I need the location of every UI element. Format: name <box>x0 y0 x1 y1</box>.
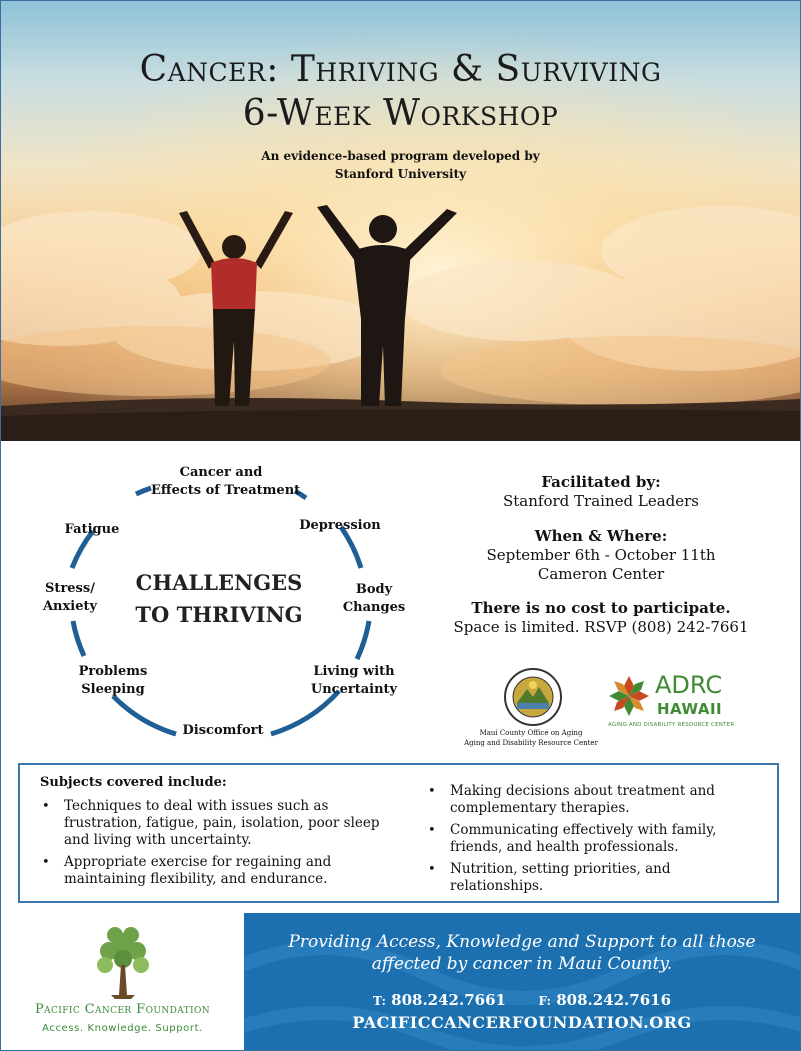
maui-line1: Maui County Office on Aging <box>479 729 583 737</box>
maui-county-seal-icon <box>503 667 563 727</box>
subtitle-line-2: Stanford University <box>334 167 467 181</box>
footer-banner <box>244 913 800 1050</box>
list-item: • Techniques to deal with issues such as frustration, fatigue, pain, isolation, poor sleep and living with uncertainty. <box>38 798 393 849</box>
list-item: • Communicating effectively with family, friends, and health professionals. <box>424 822 764 856</box>
pcf-name: Pacific Cancer Foundation <box>34 1002 211 1017</box>
title-line-2: 6-Week Workshop <box>242 93 559 134</box>
cycle-item-line2: Uncertainty <box>310 682 398 697</box>
cycle-item-line1: Body <box>355 582 393 597</box>
cycle-item-line2: Effects of Treatment <box>151 483 301 498</box>
cycle-item-line1: Cancer and <box>179 465 263 480</box>
subjects-box <box>18 763 779 903</box>
facilitated-value: Stanford Trained Leaders <box>503 492 699 510</box>
adrc-logo-icon <box>608 674 650 718</box>
adrc-name: ADRC <box>655 671 723 699</box>
cycle-item-discomfort <box>173 722 273 740</box>
cycle-center-title <box>119 567 319 631</box>
cycle-item-fatigue <box>57 521 127 539</box>
phone-label: T: <box>372 994 386 1008</box>
cycle-item-line1: Depression <box>299 518 381 533</box>
rsvp-text: Space is limited. RSVP (808) 242-7661 <box>453 618 749 636</box>
dates: September 6th - October 11th <box>486 546 716 564</box>
facilitated-section <box>441 473 761 511</box>
subtitle-line-1: An evidence-based program developed by <box>261 149 540 163</box>
maui-line2: Aging and Disability Resource Center <box>464 739 598 747</box>
cycle-center-line2: TO THRIVING <box>135 602 303 627</box>
maui-office-text <box>446 728 616 748</box>
adrc-tagline: AGING AND DISABILITY RESOURCE CENTER <box>608 722 735 728</box>
cycle-item-living-uncertainty <box>307 663 401 699</box>
subtitle <box>1 147 800 183</box>
subjects-left-list <box>38 798 393 893</box>
cycle-item-line1: Problems <box>78 664 148 679</box>
cycle-item-line2: Changes <box>342 600 406 615</box>
cycle-item-line1: Stress/ <box>45 581 95 596</box>
website-link[interactable]: PACIFICCANCERFOUNDATION.ORG <box>352 1013 692 1032</box>
list-item: • Making decisions about treatment and complementary therapies. <box>424 783 764 817</box>
cycle-item-problems-sleeping <box>71 663 155 699</box>
title-line-1: Cancer: Thriving & Surviving <box>139 49 662 90</box>
footer-tagline <box>244 931 800 975</box>
pcf-tagline: Access. Knowledge. Support. <box>42 1023 203 1034</box>
facilitated-heading: Facilitated by: <box>541 473 661 491</box>
cycle-item-line1: Discomfort <box>182 723 264 738</box>
when-heading: When & Where: <box>534 527 668 545</box>
tree-logo-icon <box>91 921 155 1003</box>
cycle-item-stress-anxiety <box>35 580 105 616</box>
subjects-heading: Subjects covered include: <box>40 775 227 790</box>
location: Cameron Center <box>537 565 665 583</box>
subjects-right-list <box>424 783 764 900</box>
cycle-center-line1: CHALLENGES <box>135 570 303 595</box>
list-item: • Nutrition, setting priorities, and relationships. <box>424 861 764 895</box>
cycle-item-body-changes <box>339 581 409 617</box>
phone-number: 808.242.7661 <box>391 991 506 1009</box>
cycle-item-line1: Fatigue <box>64 522 120 537</box>
cycle-item-line2: Anxiety <box>42 599 98 614</box>
tagline-line2: affected by cancer in Maui County. <box>371 954 673 974</box>
cost-text: There is no cost to participate. <box>471 599 731 617</box>
fax-label: F: <box>538 994 551 1008</box>
when-where-section <box>441 527 761 584</box>
cycle-item-cancer-effects <box>151 464 301 500</box>
cycle-item-line1: Living with <box>313 664 395 679</box>
cycle-item-depression <box>295 517 385 535</box>
fax-number: 808.242.7616 <box>556 991 672 1009</box>
footer-phones <box>244 991 800 1009</box>
tagline-line1: Providing Access, Knowledge and Support to all those <box>288 932 756 952</box>
adrc-sub: HAWAII <box>657 700 723 718</box>
cycle-item-line2: Sleeping <box>81 682 145 697</box>
list-item: • Appropriate exercise for regaining and maintaining flexibility, and endurance. <box>38 854 393 888</box>
hero-photo <box>1 1 800 441</box>
cost-section <box>441 599 761 637</box>
